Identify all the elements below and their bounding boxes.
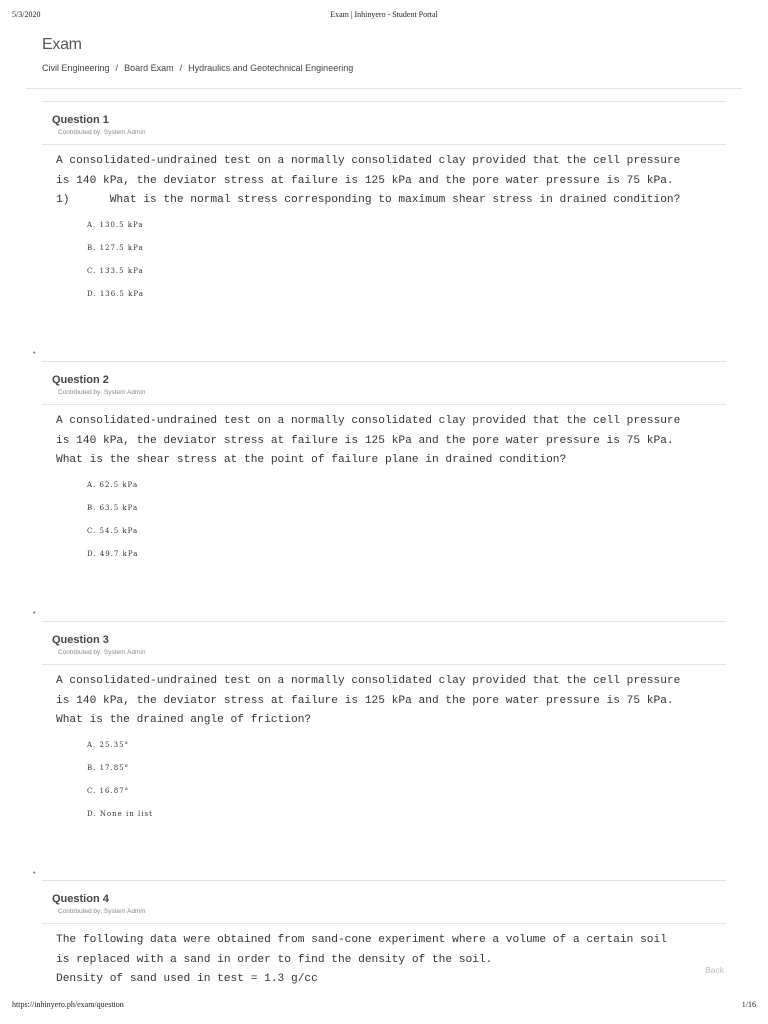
question-title: Question 2	[52, 374, 109, 386]
answer-choices	[87, 741, 726, 833]
bullet-dot: •	[33, 610, 36, 617]
bullet-dot: •	[33, 870, 36, 877]
question-text	[56, 931, 726, 990]
question-title: Question 4	[52, 893, 109, 905]
question-divider	[42, 144, 726, 145]
question-card	[42, 361, 726, 573]
question-line: The following data were obtained from sand-cone experiment where a volume of a certain soil	[56, 934, 667, 946]
question-divider	[42, 664, 726, 665]
breadcrumb-separator: /	[115, 63, 119, 73]
breadcrumb-board-exam[interactable]: Board Exam	[124, 63, 174, 73]
print-header	[12, 10, 756, 24]
question-text	[56, 412, 726, 471]
breadcrumb-civil-engineering[interactable]: Civil Engineering	[42, 63, 110, 73]
answer-choice-c[interactable]: C. 16.87°	[87, 786, 130, 795]
question-title: Question 3	[52, 634, 109, 646]
print-page-count: 1/16	[741, 1000, 756, 1009]
question-contributor: Contributed by: System Admin	[58, 908, 146, 915]
answer-choice-b[interactable]: B. 17.85°	[87, 763, 130, 772]
question-contributor: Contributed by: System Admin	[58, 129, 146, 136]
question-title: Question 1	[52, 114, 109, 126]
question-card	[42, 621, 726, 833]
breadcrumb-separator: /	[179, 63, 183, 73]
question-card	[42, 101, 726, 313]
question-line: A consolidated-undrained test on a normally consolidated clay provided that the cell pressure	[56, 155, 681, 167]
question-line: is 140 kPa, the deviator stress at failure is 125 kPa and the pore water pressure is 75 kPa.	[56, 694, 674, 707]
breadcrumb	[42, 63, 353, 73]
question-contributor: Contributed by: System Admin	[58, 389, 146, 396]
question-line: Density of sand used in test = 1.3 g/cc	[56, 973, 318, 985]
back-button[interactable]: Back	[705, 965, 724, 975]
bullet-dot: •	[33, 350, 36, 357]
header-divider	[26, 88, 742, 89]
answer-choices	[87, 481, 726, 573]
question-divider	[42, 404, 726, 405]
print-footer	[12, 1000, 756, 1012]
question-divider	[42, 101, 726, 102]
answer-choice-c[interactable]: C. 133.5 kPa	[87, 266, 144, 275]
answer-choice-b[interactable]: B. 63.5 kPa	[87, 503, 139, 512]
page-title: Exam	[42, 36, 82, 53]
question-line: A consolidated-undrained test on a normally consolidated clay provided that the cell pressure	[56, 415, 681, 427]
question-card	[42, 880, 726, 990]
answer-choice-a[interactable]: A. 25.35°	[87, 740, 130, 749]
question-line: is 140 kPa, the deviator stress at failure is 125 kPa and the pore water pressure is 75 kPa.	[56, 434, 674, 447]
print-date: 5/3/2020	[12, 10, 41, 19]
question-divider	[42, 621, 726, 622]
answer-choice-b[interactable]: B. 127.5 kPa	[87, 243, 144, 252]
question-divider	[42, 361, 726, 362]
question-line: is 140 kPa, the deviator stress at failure is 125 kPa and the pore water pressure is 75 kPa.	[56, 174, 674, 187]
question-line: 1) What is the normal stress corresponding to maximum shear stress in drained condition?	[56, 194, 681, 206]
answer-choice-d[interactable]: D. 49.7 kPa	[87, 549, 139, 558]
answer-choice-d[interactable]: D. None in list	[87, 809, 153, 818]
question-line: What is the drained angle of friction?	[56, 714, 312, 726]
question-line: A consolidated-undrained test on a normally consolidated clay provided that the cell pressure	[56, 675, 681, 687]
question-line: What is the shear stress at the point of failure plane in drained condition?	[56, 454, 567, 466]
answer-choice-a[interactable]: A. 62.5 kPa	[87, 480, 139, 489]
question-divider	[42, 923, 726, 924]
answer-choice-c[interactable]: C. 54.5 kPa	[87, 526, 139, 535]
question-text	[56, 672, 726, 731]
question-contributor: Contributed by: System Admin	[58, 649, 146, 656]
question-text	[56, 152, 726, 211]
breadcrumb-hydraulics-geotech[interactable]: Hydraulics and Geotechnical Engineering	[188, 63, 354, 73]
answer-choices	[87, 221, 726, 313]
answer-choice-a[interactable]: A. 130.5 kPa	[87, 220, 144, 229]
question-line: is replaced with a sand in order to find the density of the soil.	[56, 953, 493, 966]
print-url: https://inhinyero.ph/exam/question	[12, 1000, 124, 1009]
print-page-title: Exam | Inhinyero - Student Portal	[330, 10, 438, 19]
answer-choice-d[interactable]: D. 136.5 kPa	[87, 289, 144, 298]
question-divider	[42, 880, 726, 881]
